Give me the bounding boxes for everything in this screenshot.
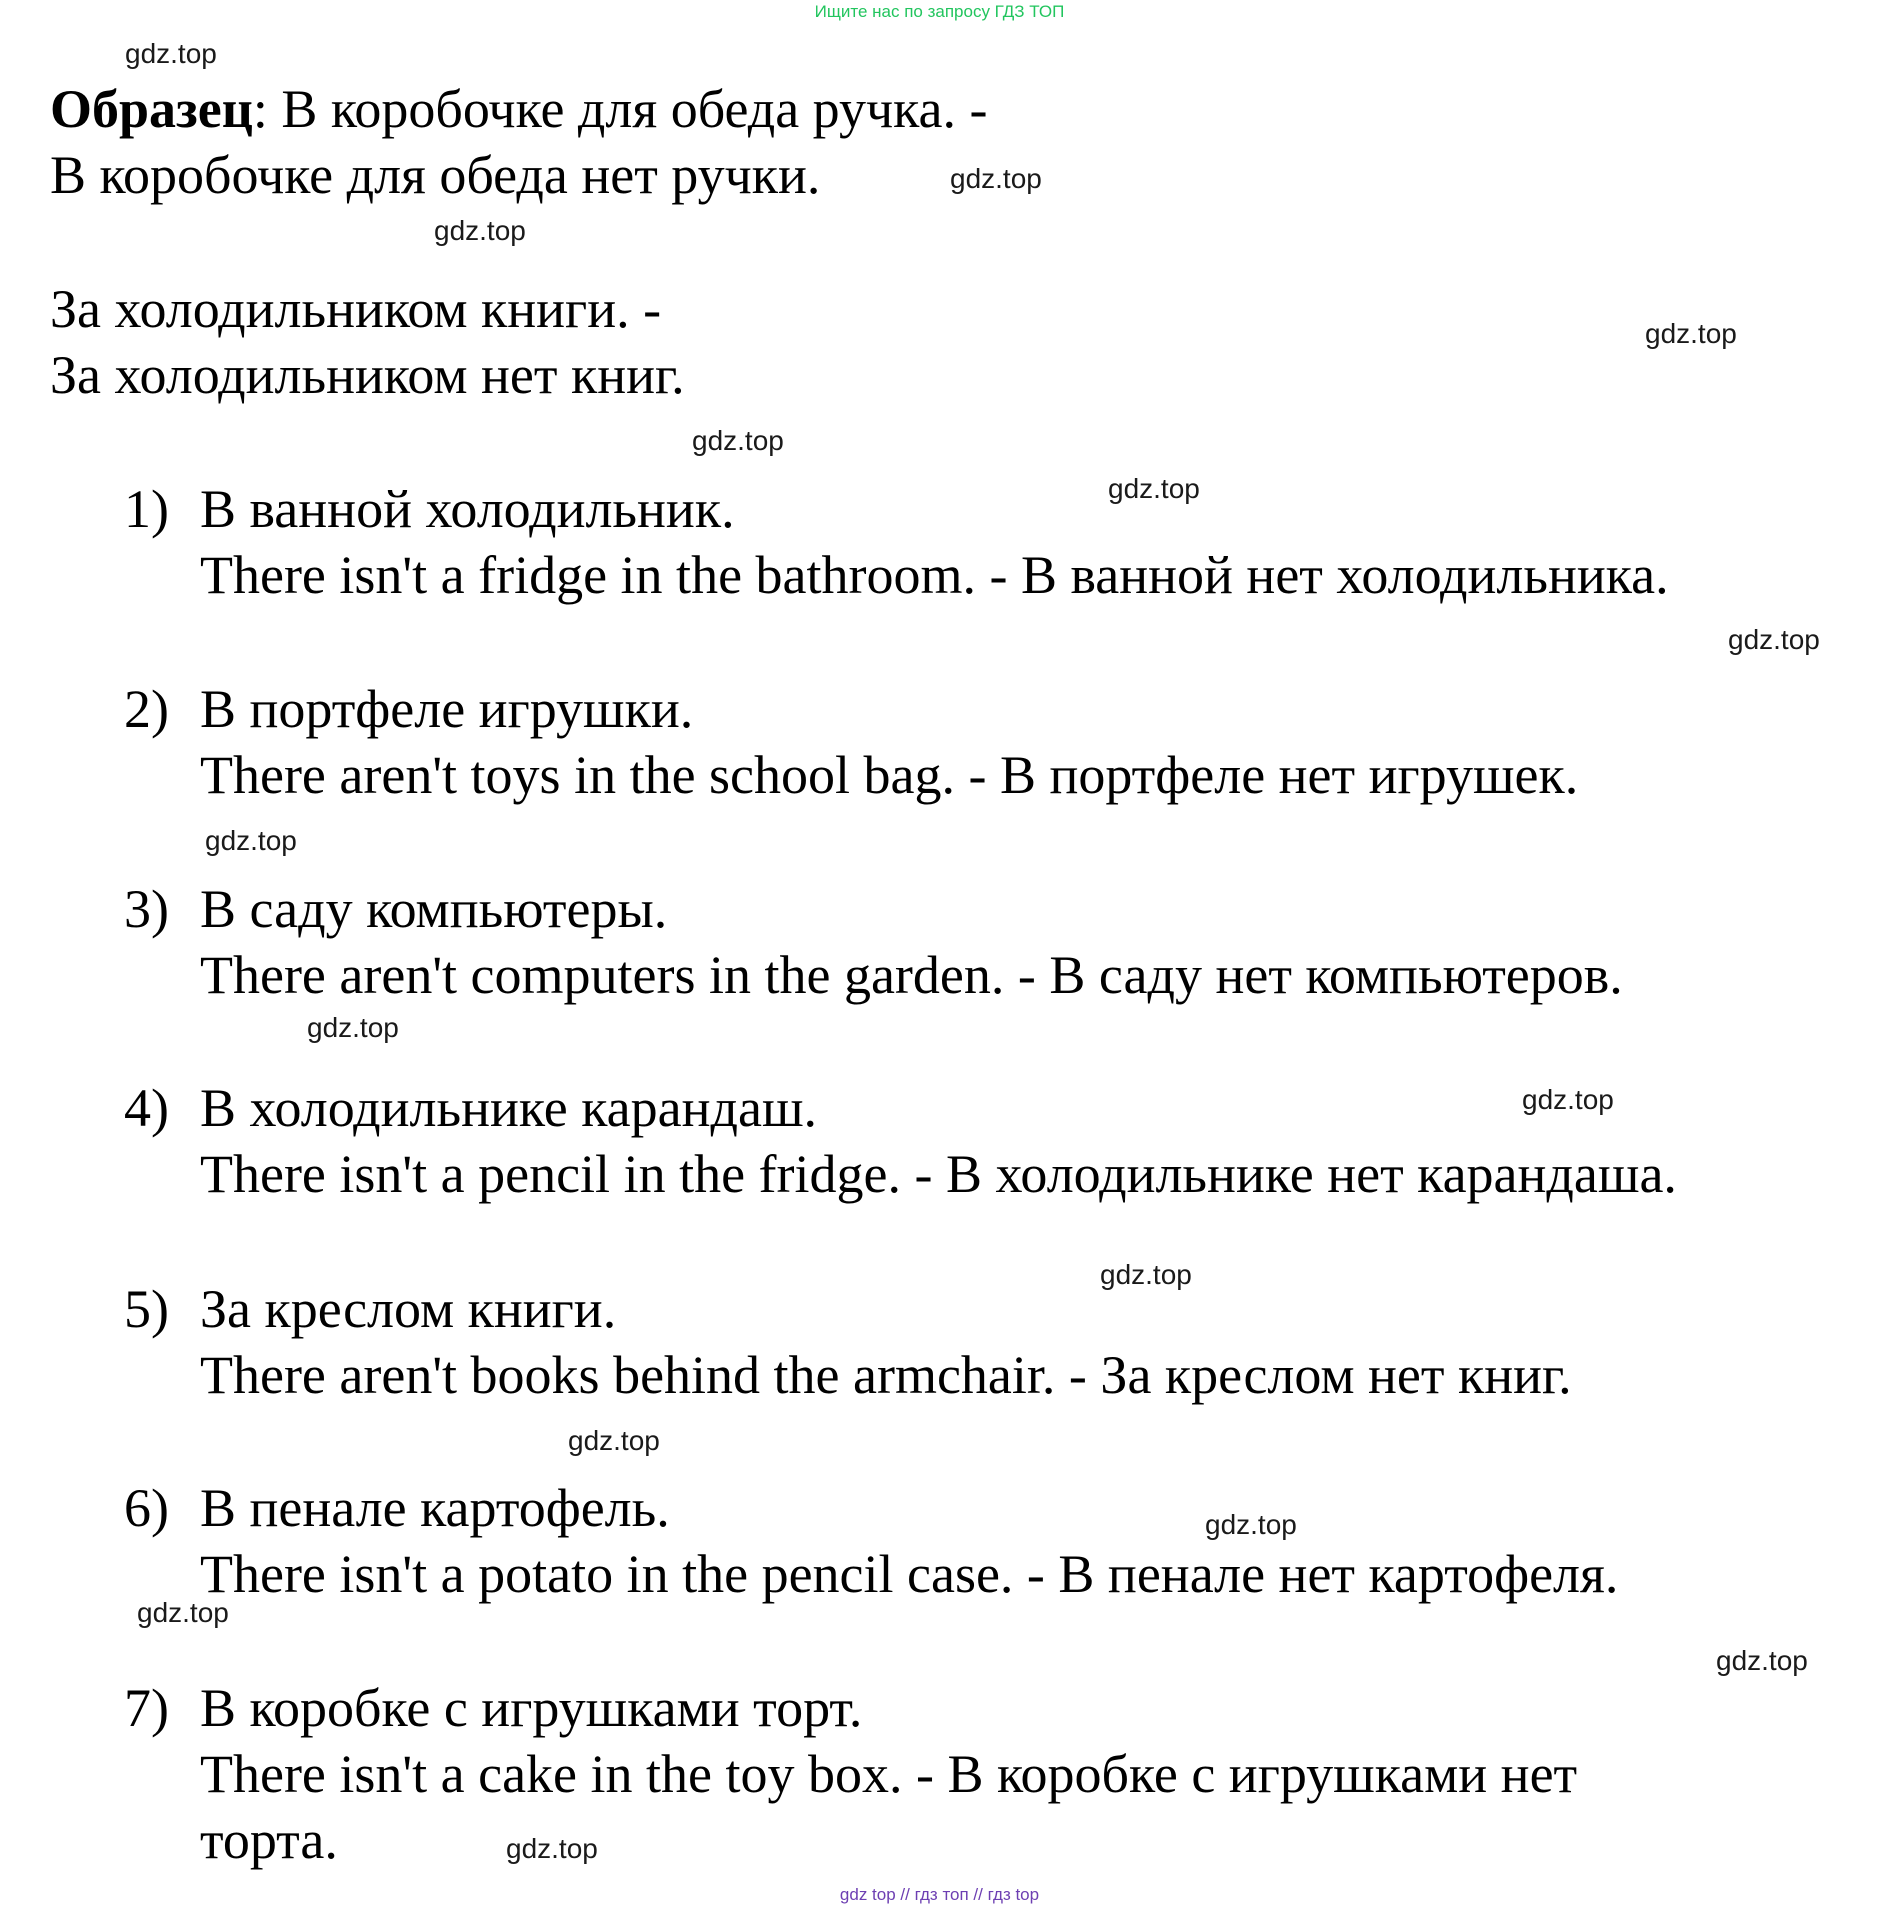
sample-line-2: В коробочке для обеда нет ручки. [50, 145, 821, 205]
item-prompt: В саду компьютеры. [200, 879, 668, 939]
item-number: 6) [124, 1478, 169, 1538]
item-number: 4) [124, 1078, 169, 1138]
watermark: gdz.top [692, 425, 784, 456]
sample-label: Образец [50, 79, 253, 139]
item-answer-continued: торта. [200, 1810, 338, 1870]
sample-line-1-text: : В коробочке для обеда ручка. - [252, 79, 988, 139]
watermark: gdz.top [506, 1833, 598, 1864]
item-prompt: В холодильнике карандаш. [200, 1078, 818, 1138]
item-answer: There isn't a pencil in the fridge. - В холодильнике нет карандаша. [200, 1144, 1677, 1204]
item-answer: There isn't a potato in the pencil case. - В пенале нет картофеля. [200, 1544, 1619, 1604]
watermark: gdz.top [950, 163, 1042, 194]
watermark: gdz.top [1205, 1509, 1297, 1540]
item-prompt: За креслом книги. [200, 1279, 617, 1339]
watermark: gdz.top [1645, 318, 1737, 349]
sample-line-1 [50, 76, 987, 142]
item-number: 3) [124, 879, 169, 939]
watermark: gdz.top [1108, 473, 1200, 504]
item-answer: There isn't a fridge in the bathroom. - В ванной нет холодильника. [200, 545, 1669, 605]
item-answer: There aren't toys in the school bag. - В портфеле нет игрушек. [200, 745, 1579, 805]
item-number: 5) [124, 1279, 169, 1339]
item-prompt: В портфеле игрушки. [200, 679, 694, 739]
item-prompt: В пенале картофель. [200, 1478, 670, 1538]
item-number: 7) [124, 1678, 169, 1738]
item-answer: There aren't computers in the garden. - В саду нет компьютеров. [200, 945, 1623, 1005]
watermark: gdz.top [307, 1012, 399, 1043]
watermark: gdz.top [205, 825, 297, 856]
example-line-2: За холодильником нет книг. [50, 345, 685, 405]
item-answer: There isn't a cake in the toy box. - В коробке с игрушками нет [200, 1744, 1578, 1804]
watermark: gdz.top [125, 38, 217, 69]
watermark: gdz.top [137, 1597, 229, 1628]
footer-note: gdz top // гдз топ // гдз top [839, 1885, 1040, 1904]
item-prompt: В коробке с игрушками торт. [200, 1678, 863, 1738]
item-answer: There aren't books behind the armchair. - За креслом нет книг. [200, 1345, 1572, 1405]
item-number: 2) [124, 679, 169, 739]
watermark: gdz.top [434, 215, 526, 246]
watermark: gdz.top [1522, 1084, 1614, 1115]
item-prompt: В ванной холодильник. [200, 479, 735, 539]
header-note: Ищите нас по запросу ГДЗ ТОП [814, 2, 1065, 21]
example-line-1: За холодильником книги. - [50, 279, 662, 339]
watermark: gdz.top [568, 1425, 660, 1456]
watermark: gdz.top [1716, 1645, 1808, 1676]
item-number: 1) [124, 479, 169, 539]
watermark: gdz.top [1100, 1259, 1192, 1290]
watermark: gdz.top [1728, 624, 1820, 655]
